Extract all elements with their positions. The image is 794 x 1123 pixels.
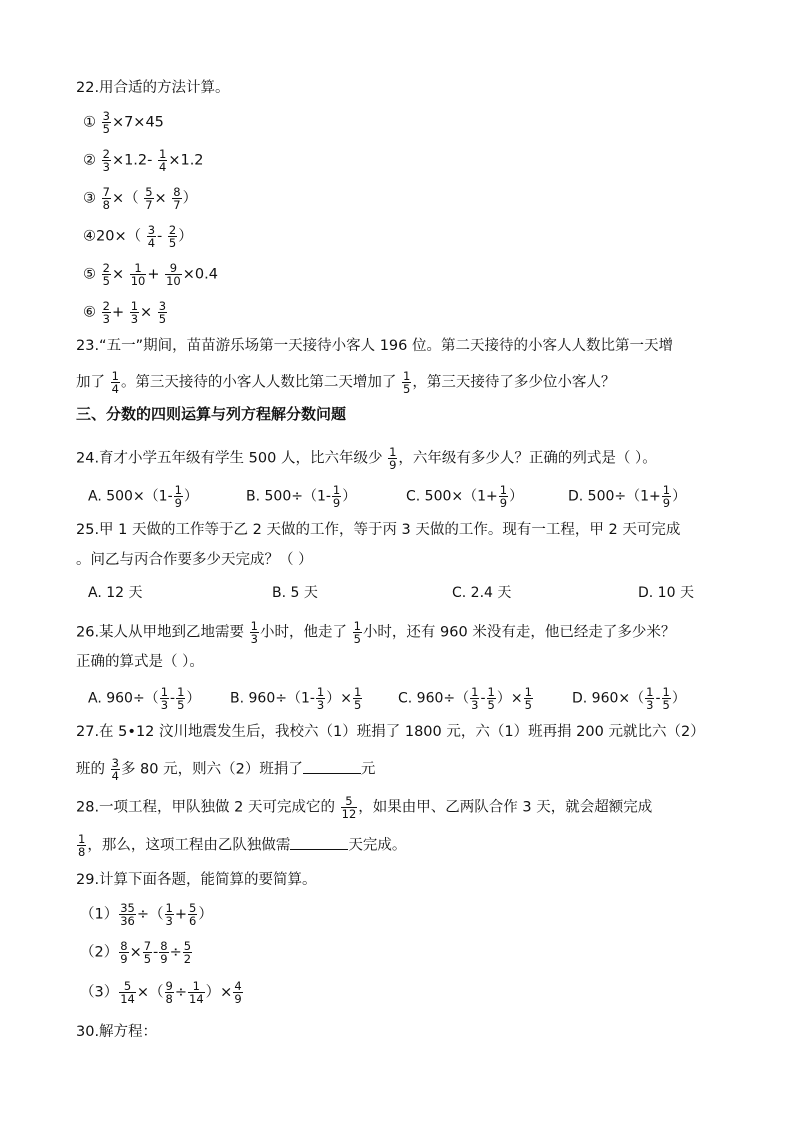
- q24-option-d[interactable]: D. 500÷（1+ $\frac{1}{9}$ ）: [568, 483, 687, 510]
- fraction: $\frac{3}{5}$: [102, 109, 110, 136]
- q22-item-2: ② $\frac{2}{3}$ ×1.2- $\frac{1}{4}$ ×1.2: [83, 147, 204, 174]
- q22-item-5: ⑤ $\frac{2}{5}$ × $\frac{1}{10}$ + $\frac{9}{10}$ ×0.4: [83, 261, 218, 288]
- q27-line2: 班的 $\frac{3}{4}$ 多 80 元，则六（2）班捐了 元: [76, 756, 376, 783]
- q26-option-c[interactable]: C. 960÷（ $\frac{1}{3}$ - $\frac{1}{5}$ ）× $\frac{1}{5}$: [398, 685, 532, 712]
- q24-option-b[interactable]: B. 500÷（1- $\frac{1}{9}$ ）: [246, 483, 357, 510]
- section-heading: 三、分数的四则运算与列方程解分数问题: [76, 405, 347, 423]
- q23-line1: 23.“五一”期间，苗苗游乐场第一天接待小客人 196 位。第二天接待的小客人人数比第一天增: [76, 338, 673, 354]
- q29-title: 29.计算下面各题，能简算的要简算。: [76, 872, 317, 888]
- q25-line2: 。问乙与丙合作要多少天完成？（ ）: [76, 552, 313, 568]
- q22-item-6: ⑥ $\frac{2}{3}$ + $\frac{1}{3}$ × $\frac{3}{5}$: [83, 299, 167, 326]
- q29-item-1: （1） $\frac{35}{36}$ ÷（ $\frac{1}{3}$ + $\frac{5}{6}$ ）: [80, 901, 213, 928]
- q25-option-b[interactable]: B. 5 天: [272, 585, 318, 601]
- q24-option-a[interactable]: A. 500×（1- $\frac{1}{9}$ ）: [88, 483, 198, 510]
- q22-item-1: ① $\frac{3}{5}$ ×7×45: [83, 109, 164, 136]
- q26-option-a[interactable]: A. 960÷（ $\frac{1}{3}$ - $\frac{1}{5}$ ）: [88, 685, 201, 712]
- q29-item-3: （3） $\frac{5}{14}$ ×（ $\frac{9}{8}$ ÷ $\frac{1}{14}$ ）× $\frac{4}{9}$: [80, 979, 242, 1006]
- q25-option-a[interactable]: A. 12 天: [88, 585, 143, 601]
- q22-item-4: ④20×（ $\frac{3}{4}$ - $\frac{2}{5}$ ）: [83, 223, 193, 250]
- answer-blank[interactable]: [303, 759, 361, 774]
- q28-line1: 28.一项工程，甲队独做 2 天可完成它的 $\frac{5}{12}$ ，如果由甲、乙两队合作 3 天，就会超额完成: [76, 794, 653, 821]
- q26-line2: 正确的算式是（ ）。: [76, 654, 204, 670]
- q28-line2: $\frac{1}{8}$ ，那么，这项工程由乙队独做需 天完成。: [78, 832, 407, 859]
- q25-option-d[interactable]: D. 10 天: [638, 585, 694, 601]
- q30-title: 30.解方程：: [76, 1024, 158, 1040]
- q26-stem: 26.某人从甲地到乙地需要 $\frac{1}{3}$ 小时，他走了 $\frac{1}{5}$ 小时，还有 960 米没有走，他已经走了多少米？: [76, 619, 676, 646]
- q25-line1: 25.甲 1 天做的工作等于乙 2 天做的工作，等于丙 3 天做的工作。现有一工程，甲 2 天可完成: [76, 522, 681, 538]
- q23-line2: 加了 $\frac{1}{4}$ 。第三天接待的小客人人数比第二天增加了 $\frac{1}{5}$ ，第三天接待了多少位小客人？: [76, 369, 616, 396]
- q29-item-2: （2） $\frac{8}{9}$ × $\frac{7}{5}$ - $\frac{8}{9}$ ÷ $\frac{5}{2}$: [80, 939, 192, 966]
- q26-option-d[interactable]: D. 960×（ $\frac{1}{3}$ - $\frac{1}{5}$ ）: [572, 685, 686, 712]
- q22-item-3: ③ $\frac{7}{8}$ ×（ $\frac{5}{7}$ × $\frac{8}{7}$ ）: [83, 185, 198, 212]
- q27-line1: 27.在 5•12 汶川地震发生后，我校六（1）班捐了 1800 元，六（1）班再捐 200 元就比六（2）: [76, 724, 705, 740]
- q22-title: 22.用合适的方法计算。: [76, 80, 230, 96]
- q25-option-c[interactable]: C. 2.4 天: [452, 585, 512, 601]
- answer-blank[interactable]: [290, 835, 348, 850]
- q26-option-b[interactable]: B. 960÷（1- $\frac{1}{3}$ ）× $\frac{1}{5}$: [230, 685, 362, 712]
- q24-stem: 24.育才小学五年级有学生 500 人，比六年级少 $\frac{1}{9}$ ，六年级有多少人？正确的列式是（ ）。: [76, 445, 657, 472]
- q24-option-c[interactable]: C. 500×（1+ $\frac{1}{9}$ ）: [406, 483, 524, 510]
